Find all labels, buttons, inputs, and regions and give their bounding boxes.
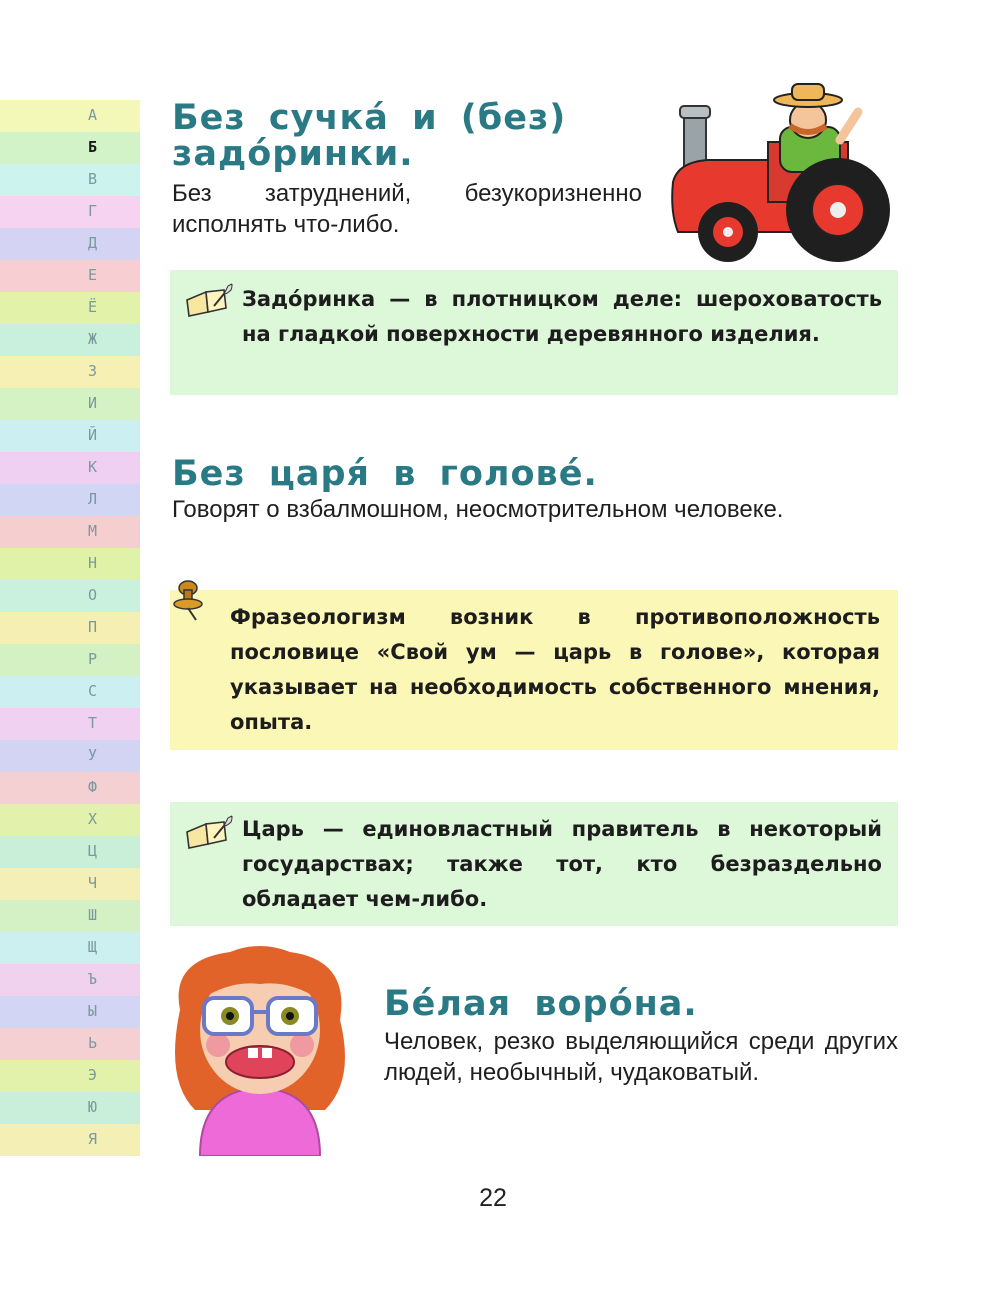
definition-note [170, 802, 898, 926]
alphabet-letter-label: Е [88, 266, 98, 284]
alphabet-letter [0, 996, 140, 1028]
alphabet-letter-label: У [88, 746, 98, 764]
alphabet-letter [0, 932, 140, 964]
entry-definition: Без затруднений, безукоризненно исполнять что-либо. [172, 180, 642, 238]
alphabet-letter [0, 964, 140, 996]
alphabet-letter [0, 900, 140, 932]
alphabet-letter [0, 292, 140, 324]
alphabet-letter [0, 228, 140, 260]
alphabet-letter [0, 356, 140, 388]
alphabet-letter-label: Э [88, 1066, 98, 1084]
alphabet-letter-label: З [88, 362, 98, 380]
alphabet-letter-label: Ю [88, 1098, 98, 1116]
alphabet-letter-label: Ё [88, 298, 98, 316]
page-number: 22 [479, 1184, 507, 1212]
alphabet-letter-label: Я [88, 1130, 98, 1148]
alphabet-letter [0, 260, 140, 292]
book-quill-icon [184, 814, 234, 850]
alphabet-letter [0, 644, 140, 676]
alphabet-letter [0, 868, 140, 900]
note-text: Царь — единовластный правитель в некоторый государствах; также тот, кто безраздельно обладает чем-либо. [242, 817, 882, 911]
alphabet-letter-label: М [88, 522, 98, 540]
alphabet-letter [0, 324, 140, 356]
alphabet-letter-label: Ж [88, 330, 98, 348]
alphabet-letter [0, 1028, 140, 1060]
alphabet-letter-label: К [88, 458, 98, 476]
alphabet-letter [0, 164, 140, 196]
alphabet-letter [0, 132, 140, 164]
entry-definition: Говорят о взбалмошном, неосмотрительном человеке. [172, 496, 784, 523]
alphabet-letter-label: Л [88, 490, 98, 508]
alphabet-letter [0, 740, 140, 772]
alphabet-letter-label: Н [88, 554, 98, 572]
alphabet-letter [0, 420, 140, 452]
alphabet-letter [0, 452, 140, 484]
alphabet-letter-label: В [88, 170, 98, 188]
alphabet-letter-label: П [88, 618, 98, 636]
alphabet-index [0, 100, 140, 1156]
alphabet-letter [0, 1124, 140, 1156]
alphabet-letter-label: Ь [88, 1034, 98, 1052]
alphabet-letter [0, 548, 140, 580]
alphabet-letter-label: И [88, 394, 98, 412]
alphabet-letter-label: Ц [88, 842, 98, 860]
definition-note [170, 270, 898, 395]
alphabet-letter-label: Г [88, 202, 98, 220]
alphabet-letter-label: Ъ [88, 970, 98, 988]
alphabet-letter [0, 580, 140, 612]
alphabet-letter-label: О [88, 586, 98, 604]
alphabet-letter-label: А [88, 106, 98, 124]
history-text: Фразеологизм возник в противоположность пословице «Свой ум — царь в голове», которая указывает на необходимость собственного мнения, опыта. [230, 605, 880, 734]
tractor-illustration [668, 82, 918, 272]
alphabet-letter [0, 100, 140, 132]
alphabet-letter [0, 804, 140, 836]
alphabet-letter-label: Ы [88, 1002, 98, 1020]
alphabet-letter-label: Щ [88, 938, 98, 956]
alphabet-letter [0, 1060, 140, 1092]
alphabet-letter-label: Й [88, 426, 98, 444]
alphabet-letter-label: Х [88, 810, 98, 828]
history-note [170, 590, 898, 750]
entry-title: Без сучка́ и (без) задо́ринки. [172, 98, 567, 174]
entry-definition: Человек, резко выделяющийся среди других людей, необычный, чудаковатый. [384, 1028, 898, 1086]
alphabet-letter-label: Р [88, 650, 98, 668]
alphabet-letter [0, 388, 140, 420]
alphabet-letter [0, 1092, 140, 1124]
alphabet-letter [0, 676, 140, 708]
alphabet-letter-label: Т [88, 714, 98, 732]
entry-title: Без царя́ в голове́. [172, 454, 598, 494]
entry-title: Бе́лая воро́на. [384, 984, 698, 1024]
book-quill-icon [184, 282, 234, 318]
alphabet-letter [0, 836, 140, 868]
alphabet-letter [0, 612, 140, 644]
alphabet-letter-label: Ш [88, 906, 98, 924]
alphabet-letter [0, 772, 140, 804]
alphabet-letter [0, 516, 140, 548]
alphabet-letter-label: Ч [88, 874, 98, 892]
note-text: Задо́ринка — в плотницком деле: шероховатость на гладкой поверхности деревянного изделия. [242, 287, 882, 346]
alphabet-letter [0, 196, 140, 228]
pushpin-icon [170, 578, 210, 622]
alphabet-letter-label: Б [88, 138, 98, 156]
girl-illustration [160, 940, 360, 1156]
alphabet-letter-label: С [88, 682, 98, 700]
alphabet-letter-label: Д [88, 234, 98, 252]
alphabet-letter [0, 484, 140, 516]
alphabet-letter-label: Ф [88, 778, 98, 796]
alphabet-letter [0, 708, 140, 740]
